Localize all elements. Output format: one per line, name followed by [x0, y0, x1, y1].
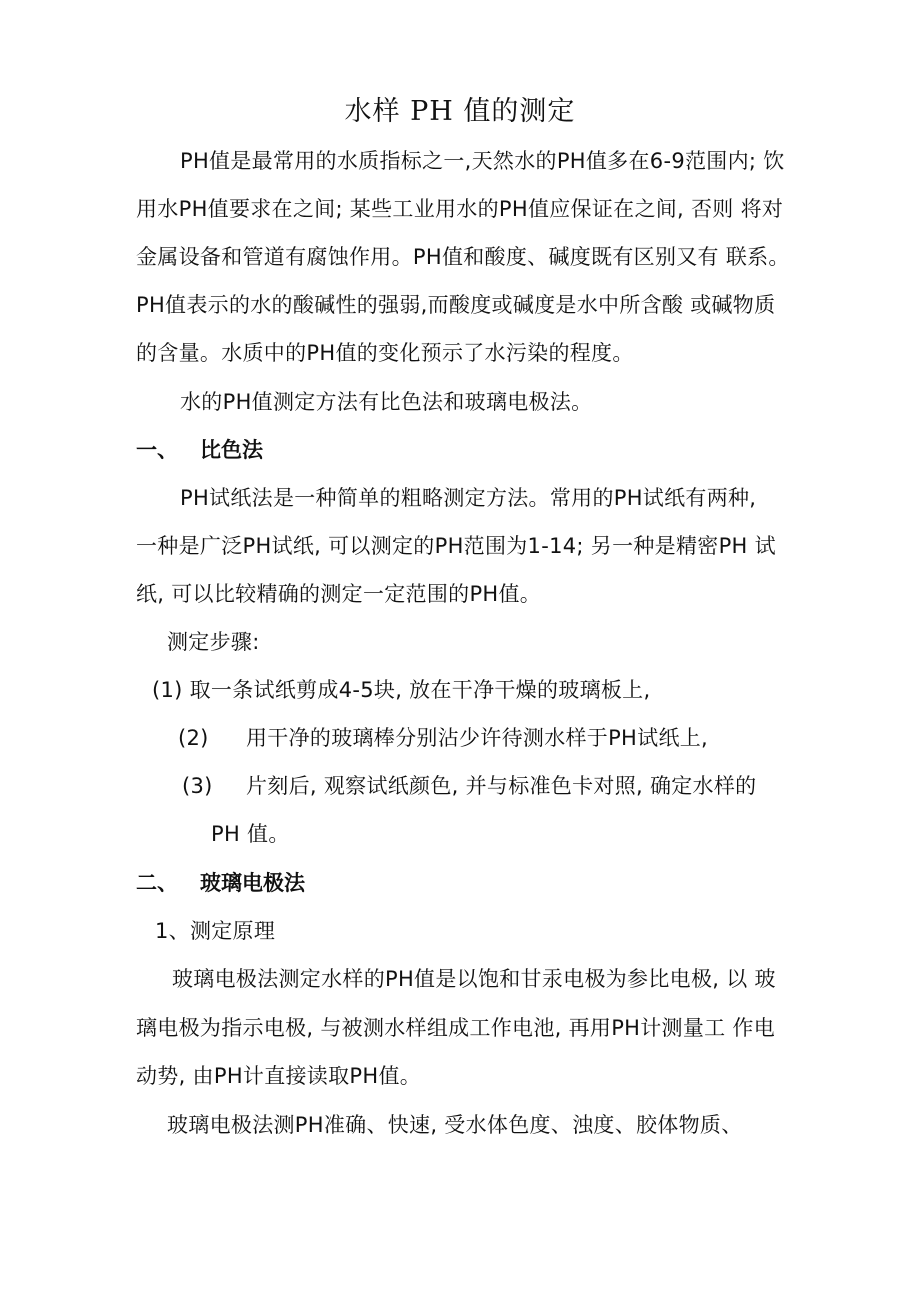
intro-line-1: PH值是最常用的水质指标之一,天然水的PH值多在6-9范围内; 饮: [180, 149, 785, 173]
section-2-heading: [136, 868, 305, 898]
section-1-para-line-2: 一种是广泛PH试纸, 可以测定的PH范围为1-14; 另一种是精密PH 试: [136, 534, 776, 558]
principle-line-2: 璃电极为指示电极, 与被测水样组成工作电池, 再用PH计测量工 作电: [136, 1016, 776, 1040]
step-1: (1) 取一条试纸剪成4-5块, 放在干净干燥的玻璃板上,: [152, 678, 651, 702]
section-2-title: 玻璃电极法: [200, 871, 305, 895]
section-2-number: 二、: [136, 871, 178, 895]
intro-line-3: 金属设备和管道有腐蚀作用。PH值和酸度、碱度既有区别又有 联系。: [136, 245, 790, 269]
section-2-subheading: 1、测定原理: [155, 919, 276, 943]
section-1-heading: [136, 435, 263, 465]
methods-line: 水的PH值测定方法有比色法和玻璃电极法。: [180, 390, 593, 414]
section-1-number: 一、: [136, 438, 178, 462]
section-1-para-line-1: PH试纸法是一种简单的粗略测定方法。常用的PH试纸有两种,: [180, 486, 757, 510]
intro-line-4: PH值表示的水的酸碱性的强弱,而酸度或碱度是水中所含酸 或碱物质: [136, 293, 776, 317]
steps-label: 测定步骤:: [167, 630, 260, 654]
section-1-title: 比色法: [200, 438, 263, 462]
section-1-para-line-3: 纸, 可以比较精确的测定一定范围的PH值。: [136, 582, 542, 606]
principle-line-1: 玻璃电极法测定水样的PH值是以饱和甘汞电极为参比电极, 以 玻: [172, 967, 776, 991]
glass-electrode-line: 玻璃电极法测PH准确、快速, 受水体色度、浊度、胶体物质、: [167, 1113, 743, 1137]
document-title: 水样 PH 值的测定: [344, 96, 576, 127]
intro-line-2: 用水PH值要求在之间; 某些工业用水的PH值应保证在之间, 否则 将对: [136, 197, 784, 221]
step-2-number: (2): [178, 726, 209, 750]
intro-line-5: 的含量。水质中的PH值的变化预示了水污染的程度。: [136, 341, 634, 365]
step-2-text: 用干净的玻璃棒分别沾少许待测水样于PH试纸上,: [246, 726, 709, 750]
step-3-continuation: PH 值。: [211, 822, 290, 846]
step-3-number: (3): [182, 774, 213, 798]
step-3-text: 片刻后, 观察试纸颜色, 并与标准色卡对照, 确定水样的: [246, 774, 757, 798]
principle-line-3: 动势, 由PH计直接读取PH值。: [136, 1064, 422, 1088]
